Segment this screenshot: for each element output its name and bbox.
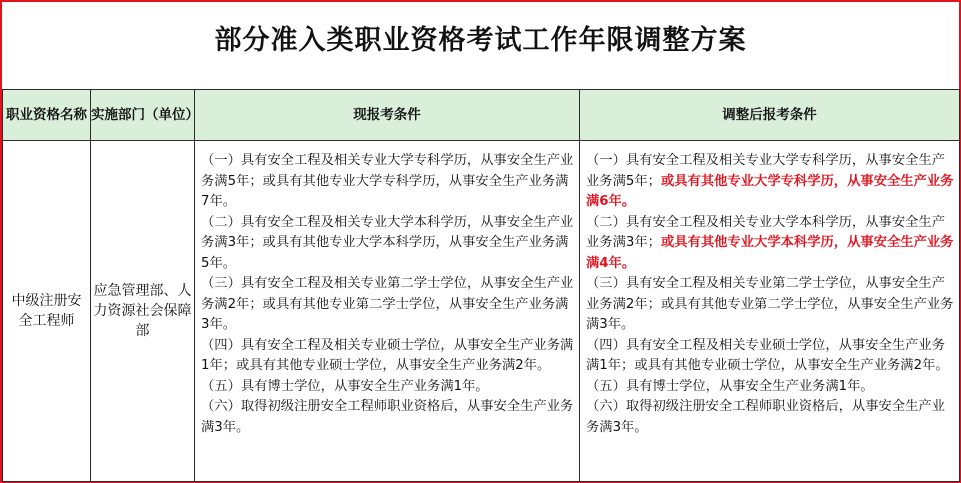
table-header-row [3,90,960,141]
qualification-cell: 中级注册安全工程师 [3,141,91,482]
adjusted-condition-4: （四）具有安全工程及相关专业硕士学位，从事安全生产业务满1年；或具有其他专业硕士学位，从事安全生产业务满2年。 [586,337,949,373]
header-current-conditions: 现报考条件 [195,90,580,141]
header-adjusted-conditions: 调整后报考条件 [580,90,960,141]
current-condition-3: （三）具有安全工程及相关专业第二学士学位，从事安全生产业务满2年；或具有其他专业第二学士学位，从事安全生产业务满3年。 [201,276,574,332]
current-conditions-cell [195,141,580,482]
adjusted-condition-5: （五）具有博士学位，从事安全生产业务满1年。 [586,378,874,394]
header-department: 实施部门（单位） [91,90,195,141]
adjusted-condition-3: （三）具有安全工程及相关专业第二学士学位，从事安全生产业务满2年；或具有其他专业第二学士学位，从事安全生产业务满3年。 [586,276,954,332]
current-condition-4: （四）具有安全工程及相关专业硕士学位，从事安全生产业务满1年；或具有其他专业硕士学位，从事安全生产业务满2年。 [201,337,574,373]
department-cell: 应急管理部、人力资源社会保障部 [91,141,195,482]
table-row [3,141,960,482]
adjusted-conditions-cell [580,141,960,482]
current-condition-5: （五）具有博士学位，从事安全生产业务满1年。 [201,378,489,394]
current-condition-2: （二）具有安全工程及相关专业大学本科学历，从事安全生产业务满3年；或具有其他专业大学本科学历，从事安全生产业务满5年。 [201,214,574,271]
adjusted-condition-1: （一）具有安全工程及相关专业大学专科学历，从事安全生产业务满5年；或具有其他专业大学专科学历，从事安全生产业务满6年。 [586,153,954,209]
adjusted-condition-2: （二）具有安全工程及相关专业大学本科学历，从事安全生产业务满3年；或具有其他专业大学本科学历，从事安全生产业务满4年。 [586,214,954,271]
header-qualification: 职业资格名称 [3,90,91,141]
policy-table [2,89,960,482]
current-condition-6: （六）取得初级注册安全工程师职业资格后，从事安全生产业务满3年。 [201,399,574,435]
current-condition-1: （一）具有安全工程及相关专业大学专科学历，从事安全生产业务满5年；或具有其他专业大学专科学历，从事安全生产业务满7年。 [201,153,574,209]
adjusted-highlight-1: 或具有其他专业大学专科学历，从事安全生产业务满6年。 [586,173,954,209]
adjusted-condition-6: （六）取得初级注册安全工程师职业资格后，从事安全生产业务满3年。 [586,399,946,435]
page-title: 部分准入类职业资格考试工作年限调整方案 [214,25,747,56]
adjusted-highlight-2: 或具有其他专业大学本科学历，从事安全生产业务满4年。 [586,235,954,271]
